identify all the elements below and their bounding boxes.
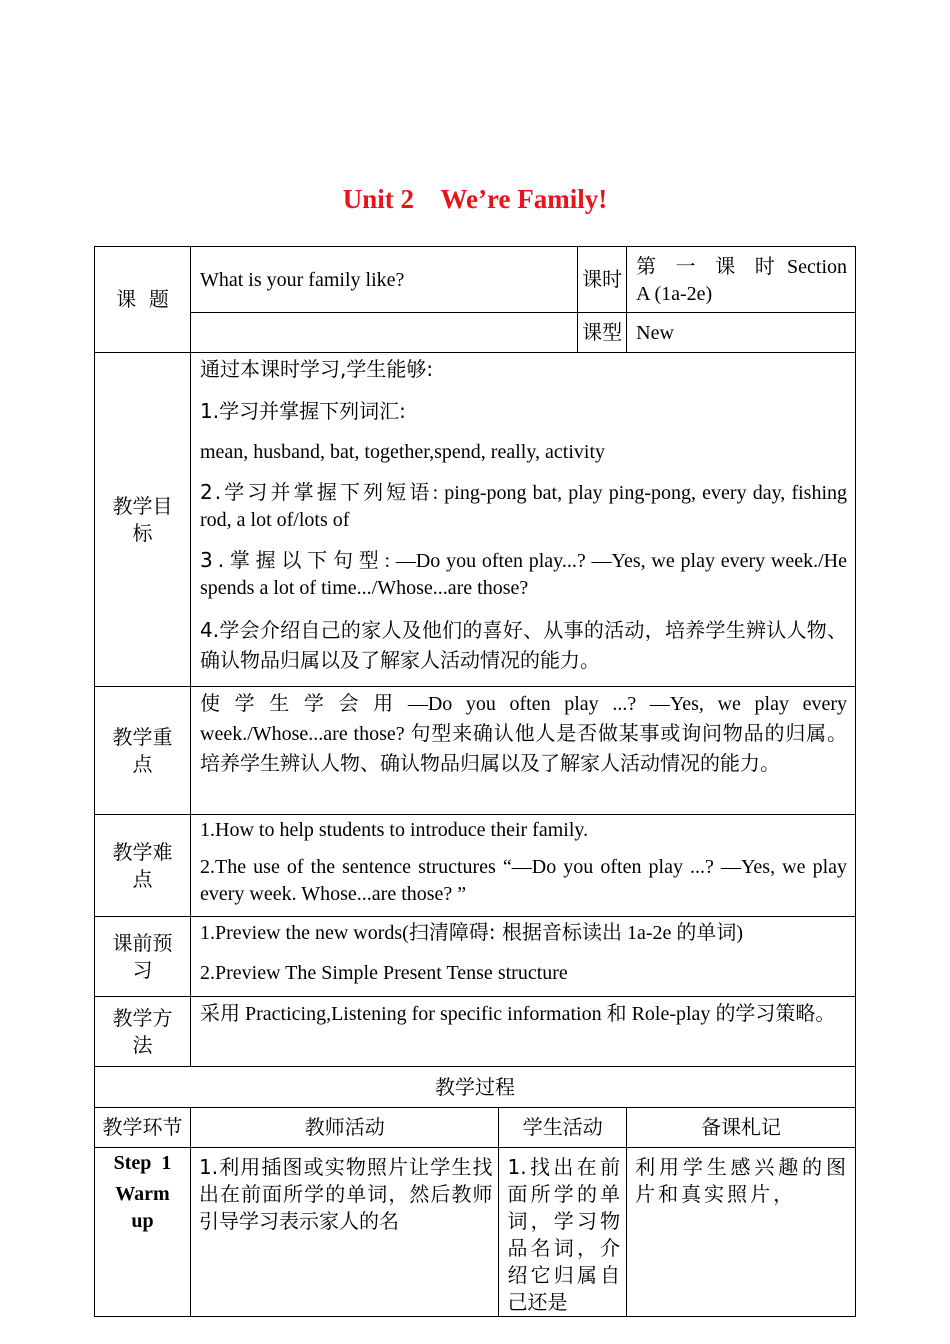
preview-item-1-en2: 1a-2e	[621, 922, 677, 944]
objectives-label: 教学目标	[95, 353, 191, 687]
type-label: 课型	[578, 313, 627, 353]
step-1-name: Warm up	[115, 1183, 170, 1232]
period-value-en: Section A (1a-2e)	[636, 256, 847, 305]
methods-label: 教学方法	[95, 997, 191, 1067]
objectives-item-4: 4.学会介绍自己的家人及他们的喜好、从事的活动，培养学生辨认人物、确认物品归属以及了解家人活动情况的能力。	[200, 618, 847, 672]
step-1-number: Step 1	[113, 1152, 172, 1174]
methods-cn-3: 的学习策略。	[715, 1001, 836, 1025]
difficulties-content	[191, 815, 856, 917]
objectives-item-1: 1.学习并掌握下列词汇:	[200, 399, 406, 423]
preview-item-1-en: 1.Preview the new words(	[200, 922, 409, 944]
preview-item-1-end: )	[736, 922, 744, 944]
objectives-item-2-en: : ping-pong bat, play ping-pong, every day, fishing rod, a lot of/lots of	[200, 482, 847, 531]
key-points-content	[191, 687, 856, 815]
key-points-cn-1: 使学生学会用	[200, 691, 408, 715]
preview-label: 课前预习	[95, 917, 191, 997]
objectives-item-3-cn: 3.掌握以下句型	[200, 548, 385, 572]
process-col-stage: 教学环节	[95, 1108, 191, 1148]
lesson-plan-table	[94, 246, 856, 1317]
process-col-teacher: 教师活动	[191, 1108, 499, 1148]
preview-content	[191, 917, 856, 997]
methods-cn-1: 采用	[200, 1001, 240, 1025]
topic-label: 课 题	[95, 247, 191, 353]
period-value	[627, 247, 856, 313]
topic-value-spacer	[191, 313, 578, 353]
key-points-label: 教学重点	[95, 687, 191, 815]
process-col-student: 学生活动	[499, 1108, 627, 1148]
methods-cn-2: 和	[606, 1001, 627, 1025]
process-header: 教学过程	[95, 1067, 856, 1108]
topic-value: What is your family like?	[191, 247, 578, 313]
process-col-notes: 备课札记	[627, 1108, 856, 1148]
objectives-intro: 通过本课时学习,学生能够:	[200, 357, 434, 381]
difficulties-item-2: 2.The use of the sentence structures “—Do you often play ...? —Yes, we play every week. Whose...are those? ”	[200, 856, 847, 905]
page-title: Unit 2 We’re Family!	[342, 184, 608, 214]
key-points-en: —Do you often play ...? —Yes, we play every week./Whose...are those?	[200, 693, 848, 745]
methods-content	[191, 997, 856, 1067]
key-points-cn-2: 句型来确认他人是否做某事或询问物品的归属。培养学生辨认人物、确认物品归属以及了解家人活动情况的能力。	[200, 721, 847, 775]
difficulties-label: 教学难点	[95, 815, 191, 917]
preview-item-1	[200, 919, 847, 947]
methods-en-1: Practicing,Listening for specific information	[240, 1003, 607, 1025]
objectives-item-3-en: : —Do you often play...? —Yes, we play every week./He spends a lot of time.../Whose...are those?	[200, 550, 847, 599]
objectives-content	[191, 353, 856, 687]
objectives-words: mean, husband, bat, together,spend, really, activity	[200, 441, 605, 463]
step-1-student-activity: 1.找出在前面所学的单词，学习物品名词，介绍它归属自己还是	[499, 1148, 627, 1317]
step-1-notes: 利用学生感兴趣的图片和真实照片，	[627, 1148, 856, 1317]
objectives-item-2-cn: 2.学习并掌握下列短语	[200, 480, 433, 504]
type-value: New	[627, 313, 856, 353]
objectives-item-3	[200, 547, 847, 602]
preview-item-1-cn: 扫清障碍: 根据音标读出	[408, 920, 622, 944]
preview-item-1-cn2: 的单词	[676, 920, 737, 944]
step-1-teacher-activity: 1.利用插图或实物照片让学生找出在前面所学的单词，然后教师引导学习表示家人的名	[191, 1148, 499, 1317]
preview-item-2: 2.Preview The Simple Present Tense structure	[200, 962, 568, 984]
difficulties-item-1: 1.How to help students to introduce their family.	[200, 819, 589, 841]
period-value-cn: 第 一 课 时	[636, 254, 782, 278]
objectives-item-2	[200, 479, 847, 534]
period-label: 课时	[578, 247, 627, 313]
methods-en-2: Role-play	[626, 1003, 716, 1025]
step-1-cell	[95, 1148, 191, 1317]
